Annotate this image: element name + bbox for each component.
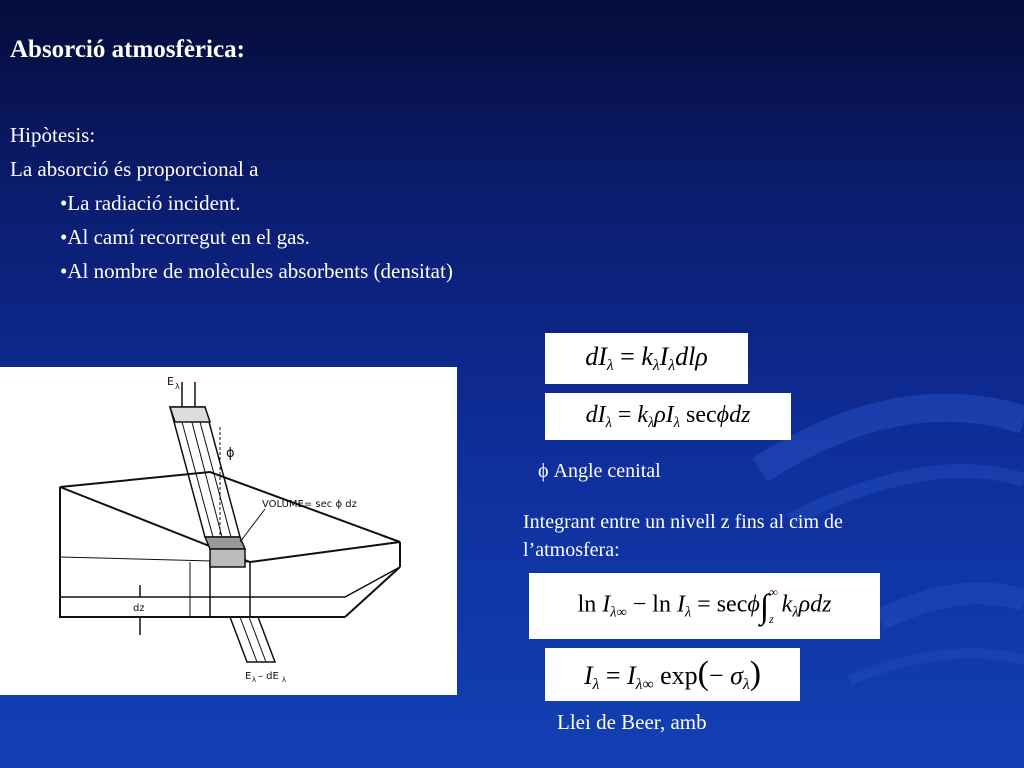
absorption-diagram-svg: [0, 367, 457, 695]
equation-3: $\ln I_{\lambda\infty} - \ln I_\lambda = \sec\phi\int$ ∞ z $k_\lambda\rho dz$: [529, 573, 880, 639]
figure-label-volume: VOLUME= sec ϕ dz: [262, 499, 357, 510]
phi-caption: [538, 460, 661, 483]
figure-label-dz: dz: [133, 603, 145, 614]
figure-label-top: E: [167, 375, 174, 388]
bullet-item: •La radiació incident.: [60, 191, 241, 215]
beer-law-caption: Llei de Beer, amb: [557, 710, 707, 734]
figure-label-top-sub: λ: [175, 382, 180, 391]
phi-symbol: ϕ: [538, 460, 549, 482]
figure-label-bottom-tail: – dE: [258, 671, 279, 682]
equation-4: $I_\lambda = I_{\lambda\infty}$ $\exp(- \sigma_\lambda)$: [545, 648, 800, 701]
intro-line: La absorció és proporcional a: [10, 157, 259, 181]
equation-2: $dI_\lambda = k_\lambda\rho I_\lambda$ secϕdz: [545, 393, 791, 440]
integrant-text: Integrant entre un nivell z fins al cim de l’atmosfera:: [523, 511, 843, 561]
slide-title: Absorció atmosfèrica:: [10, 36, 245, 63]
absorption-diagram: [0, 367, 457, 695]
bullet-item: •Al camí recorregut en el gas.: [60, 225, 310, 249]
equation-1: $dI_\lambda = k_\lambda I_\lambda dl\rho$: [545, 333, 748, 384]
angle-caption: Angle cenital: [553, 460, 661, 482]
hypothesis-block: [10, 118, 453, 288]
figure-label-phi: ϕ: [226, 446, 235, 461]
figure-label-bottom-tail-sub: λ: [282, 676, 287, 684]
hypothesis-label: Hipòtesis:: [10, 123, 96, 147]
figure-label-bottom-sub: λ: [252, 676, 257, 684]
bullet-item: •Al nombre de molècules absorbents (densitat): [60, 259, 453, 283]
figure-label-bottom: E: [245, 671, 252, 682]
